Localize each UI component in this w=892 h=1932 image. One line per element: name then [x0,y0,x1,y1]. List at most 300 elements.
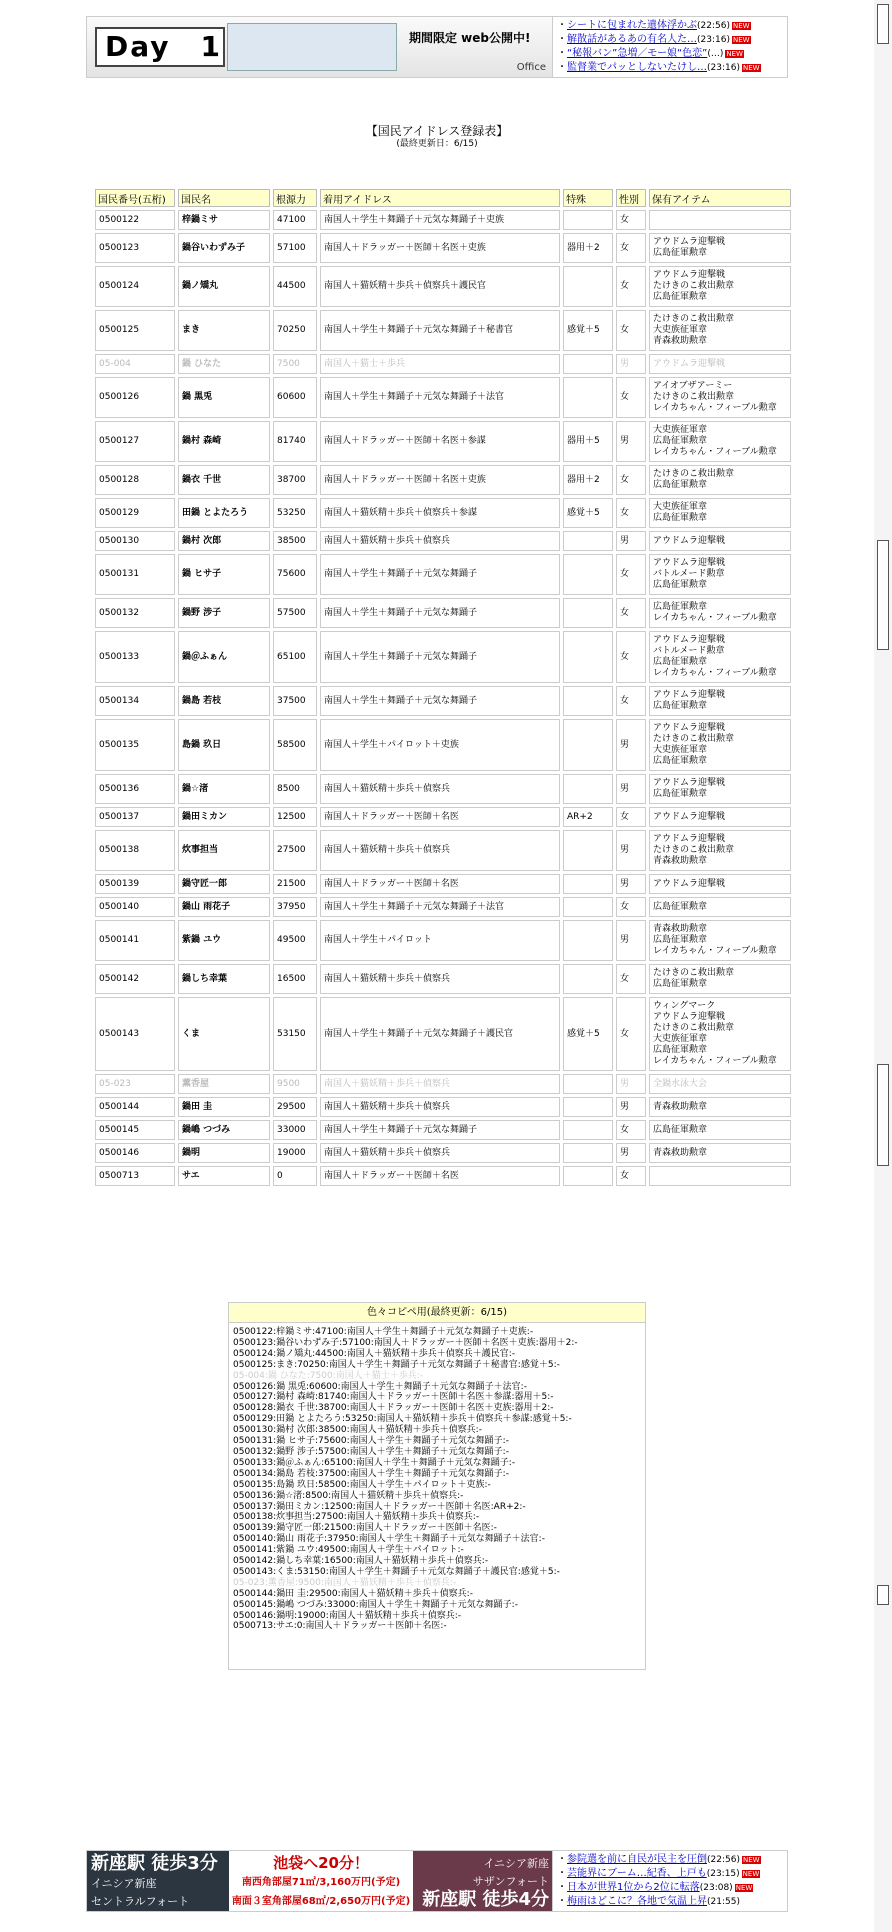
cell-id: 0500137 [95,807,175,827]
cell-idress: 南国人＋猫妖精＋歩兵＋偵察兵 [320,964,560,994]
cell-sex: 女 [616,686,646,716]
cell-sex: 女 [616,1166,646,1186]
cell-idress: 南国人＋猫妖精＋歩兵＋偵察兵 [320,830,560,871]
cell-power: 16500 [273,964,317,994]
new-badge: NEW [732,36,750,44]
cell-name: まき [178,310,270,351]
item-line: バトルメード勲章 [653,646,725,656]
news-item: ・解散話があるあの有名人た…(23:16) NEW [557,34,750,45]
news-link[interactable]: 日本が世界1位から2位に転落 [567,1882,700,1893]
item-line: 大吏族征軍章 [653,502,708,512]
cell-special [563,774,613,804]
cell-idress: 南国人＋ドラッガー＋医師＋名医 [320,1166,560,1186]
cell-name: 島鍋 玖日 [178,719,270,771]
cell-name: サエ [178,1166,270,1186]
cell-special [563,874,613,894]
table-row [95,233,791,263]
copy-line: 0500130:鍋村 次郎:38500:南国人＋猫妖精＋歩兵＋偵察兵:- [233,1425,482,1436]
cell-power: 38500 [273,531,317,551]
copy-line: 0500146:鍋明:19000:南国人＋猫妖精＋歩兵＋偵察兵:- [233,1610,462,1621]
cell-sex: 女 [616,210,646,230]
cell-name: 鍋しち幸葉 [178,964,270,994]
cell-special: 感覚＋5 [563,498,613,528]
item-line: たけきのこ救出勲章 [653,281,735,291]
cell-items [649,210,791,230]
cell-idress: 南国人＋学生＋舞踊子＋元気な舞踊子＋法官 [320,897,560,917]
cell-id: 0500128 [95,465,175,495]
cell-power: 58500 [273,719,317,771]
cell-power: 9500 [273,1074,317,1094]
table-row [95,266,791,307]
page-scrollbar[interactable] [874,0,892,1932]
item-line: 青森救助勲章 [653,856,708,866]
cell-items [649,498,791,528]
news-item: ・芸能界にブーム…紀香、上戸も(23:15) NEW [557,1868,760,1879]
ad-center-title: 池袋へ20分！ [273,1854,369,1872]
table-row [95,897,791,917]
item-line: 青森救助勲章 [653,1101,708,1112]
cell-name: 鍋村 森崎 [178,421,270,462]
ad-promo-text: 期間限定 web公開中! [409,31,531,45]
cell-idress: 南国人＋学生＋舞踊子＋元気な舞踊子 [320,1120,560,1140]
cell-id: 0500123 [95,233,175,263]
news-link[interactable]: 参院選を前に自民が民主を圧倒 [567,1854,707,1865]
cell-items [649,598,791,628]
copy-line: 0500137:鍋田ミカン:12500:南国人＋ドラッガー＋医師＋名医:AR+2:- [233,1501,526,1512]
cell-id: 0500143 [95,997,175,1071]
item-line: 大吏族征軍章 [653,425,708,435]
table-row [95,354,791,374]
cell-name: くま [178,997,270,1071]
copy-line: 05-023:薫香屋:9500:南国人＋猫妖精＋歩兵＋偵察兵:- [233,1577,457,1588]
cell-power: 37950 [273,897,317,917]
table-row [95,997,791,1071]
copy-line: 0500128:鍋衣 千世:38700:南国人＋ドラッガー＋医師＋名医＋吏族:器用＋2:- [233,1403,554,1414]
cell-special [563,354,613,374]
cell-idress: 南国人＋学生＋舞踊子＋元気な舞踊子＋法官 [320,377,560,418]
cell-power: 70250 [273,310,317,351]
item-line: アウドムラ迎撃戦 [653,1012,726,1022]
cell-sex: 女 [616,465,646,495]
news-link[interactable]: 芸能界にブーム…紀香、上戸も [567,1868,707,1879]
cell-id: 05-023 [95,1074,175,1094]
cell-items [649,719,791,771]
cell-name: 鍋 黒兎 [178,377,270,418]
scroll-marker[interactable] [877,4,889,44]
table-row [95,1120,791,1140]
cell-idress: 南国人＋学生＋舞踊子＋元気な舞踊子 [320,631,560,683]
cell-sex: 男 [616,531,646,551]
ad-left-name: イニシア新座 [91,1877,157,1890]
item-line: アウドムラ迎撃戦 [653,834,726,844]
news-item: ・“秘報バン”急増／モー娘“色恋”(…) NEW [557,48,743,59]
item-line: 広島征軍勲章 [653,901,708,912]
cell-items [649,354,791,374]
cell-sex: 女 [616,310,646,351]
new-badge: NEW [726,50,743,58]
cell-id: 0500127 [95,421,175,462]
cell-special [563,964,613,994]
cell-id: 0500138 [95,830,175,871]
item-line: 広島征軍勲章 [653,1045,708,1055]
cell-power: 12500 [273,807,317,827]
copy-line: 05-004:鍋 ひなた:7500:南国人＋猫士＋歩兵:- [233,1370,424,1381]
cell-special: 器用＋5 [563,421,613,462]
cell-name: 鍋田ミカン [178,807,270,827]
cell-name: 鍋野 涉子 [178,598,270,628]
item-line: アウドムラ迎撃戦 [653,811,726,822]
cell-items [649,920,791,961]
cell-id: 0500135 [95,719,175,771]
copy-line: 0500143:くま:53150:南国人＋学生＋舞踊子＋元気な舞踊子＋護民官:感覚＋5:- [233,1566,560,1577]
column-header: 特殊 [563,189,613,207]
cell-power: 57500 [273,598,317,628]
cell-name: 田鍋 とよたろう [178,498,270,528]
item-line: 広島征軍勲章 [653,480,708,490]
cell-special [563,1097,613,1117]
cell-id: 0500131 [95,554,175,595]
item-line: 広島征軍勲章 [653,789,708,799]
cell-special [563,598,613,628]
item-line: レイカちゃん・フィーブル勲章 [653,668,777,678]
copy-line: 0500125:まき:70250:南国人＋学生＋舞踊子＋元気な舞踊子＋秘書官:感覚＋5:- [233,1359,560,1370]
office-logo: Office [516,62,546,73]
table-row [95,531,791,551]
cell-name: 鍋明 [178,1143,270,1163]
cell-items [649,310,791,351]
copy-line: 0500129:田鍋 とよたろう:53250:南国人＋猫妖精＋歩兵＋偵察兵＋参謀:感覚＋5:- [233,1414,572,1425]
table-row [95,1074,791,1094]
column-header: 性別 [616,189,646,207]
cell-id: 05-004 [95,354,175,374]
cell-name: 鍋☆渚 [178,774,270,804]
ad-right-sub: サザンフォート [472,1875,549,1888]
table-row [95,719,791,771]
cell-special [563,266,613,307]
bottom-news-list [553,1851,787,1911]
cell-name: 鍋島 若枝 [178,686,270,716]
cell-power: 38700 [273,465,317,495]
cell-power: 37500 [273,686,317,716]
new-badge: NEW [735,1884,753,1892]
cell-sex: 男 [616,1074,646,1094]
item-line: レイカちゃん・フィーブル勲章 [653,613,777,623]
cell-power: 21500 [273,874,317,894]
cell-name: 鍋田 圭 [178,1097,270,1117]
cell-idress: 南国人＋ドラッガー＋医師＋名医＋参謀 [320,421,560,462]
table-row [95,920,791,961]
top-news-list [553,17,787,77]
ad-right-station: 新座駅 徒歩4分 [422,1889,549,1910]
cell-sex: 男 [616,1143,646,1163]
cell-id: 0500134 [95,686,175,716]
item-line: 広島征軍勲章 [653,979,708,989]
item-line: たけきのこ救出勲章 [653,968,735,978]
copy-line: 0500133:鍋＠ふぁん:65100:南国人＋学生＋舞踊子＋元気な舞踊子:- [233,1457,516,1468]
cell-power: 29500 [273,1097,317,1117]
cell-power: 27500 [273,830,317,871]
cell-name: 鍋嶋 つづみ [178,1120,270,1140]
realestate-ad-banner[interactable] [87,1851,553,1911]
cell-idress: 南国人＋猫士＋歩兵 [320,354,560,374]
copy-line: 0500124:鍋ノ矯丸:44500:南国人＋猫妖精＋歩兵＋偵察兵＋護民官:- [233,1348,516,1359]
table-row [95,421,791,462]
cell-special: 感覚＋5 [563,310,613,351]
cell-items [649,1166,791,1186]
cell-items [649,774,791,804]
scroll-marker[interactable] [877,1585,889,1605]
cell-name: 紫鍋 ユウ [178,920,270,961]
item-line: アウドムラ迎撃戦 [653,778,726,788]
table-row [95,465,791,495]
cell-sex: 男 [616,874,646,894]
table-row [95,310,791,351]
cell-sex: 男 [616,774,646,804]
cell-sex: 女 [616,498,646,528]
cell-special [563,377,613,418]
cell-power: 49500 [273,920,317,961]
cell-sex: 女 [616,266,646,307]
cell-items [649,1120,791,1140]
cell-id: 0500146 [95,1143,175,1163]
copy-line: 0500142:鍋しち幸葉:16500:南国人＋猫妖精＋歩兵＋偵察兵:- [233,1556,489,1567]
citizen-table [92,186,794,1189]
item-line: 広島征軍勲章 [653,248,708,258]
cell-items [649,874,791,894]
cell-power: 33000 [273,1120,317,1140]
cell-sex: 男 [616,1097,646,1117]
cell-id: 0500124 [95,266,175,307]
news-item: ・監督業でパッとしないたけし…(23:16) NEW [557,62,760,73]
cell-idress: 南国人＋学生＋舞踊子＋元気な舞踊子＋吏族 [320,210,560,230]
copy-line: 0500144:鍋田 圭:29500:南国人＋猫妖精＋歩兵＋偵察兵:- [233,1588,473,1599]
cell-idress: 南国人＋猫妖精＋歩兵＋偵察兵＋護民官 [320,266,560,307]
item-line: 広島征軍勲章 [653,1124,708,1135]
news-link[interactable]: シートに包まれた遺体浮かぶ [567,20,697,31]
news-time: (22:56) [697,21,730,31]
cell-power: 57100 [273,233,317,263]
ad-center-line1: 南西角部屋71㎡/3,160万円(予定) [241,1877,401,1888]
cell-items [649,964,791,994]
cell-idress: 南国人＋猫妖精＋歩兵＋偵察兵 [320,1143,560,1163]
bottom-ad-bar [86,1850,788,1912]
scroll-marker[interactable] [877,540,889,650]
cell-name: 鍋衣 千世 [178,465,270,495]
item-line: 青森救助勲章 [653,1147,708,1158]
item-line: たけきのこ救出勲章 [653,392,735,402]
copy-line: 0500122:梓鍋ミサ:47100:南国人＋学生＋舞踊子＋元気な舞踊子＋吏族:- [233,1327,534,1337]
news-link[interactable]: 監督業でパッとしないたけし… [567,62,707,73]
copy-box-lines[interactable] [229,1323,645,1636]
cell-id: 0500136 [95,774,175,804]
cell-name: 鍋山 雨花子 [178,897,270,917]
ad-screenshot-image [227,23,397,71]
cell-id: 0500132 [95,598,175,628]
item-line: アウドムラ迎撃戦 [653,358,726,369]
ad-right-panel [413,1851,553,1911]
cell-items [649,1074,791,1094]
cell-power: 60600 [273,377,317,418]
cell-idress: 南国人＋ドラッガー＋医師＋名医 [320,807,560,827]
cell-special: 器用＋2 [563,233,613,263]
item-line: 広島征軍勲章 [653,602,708,612]
table-row [95,377,791,418]
news-item: ・日本が世界1位から2位に転落(23:08) NEW [557,1882,753,1893]
cell-sex: 男 [616,830,646,871]
cell-special [563,1074,613,1094]
cell-special [563,830,613,871]
item-line: アウドムラ迎撃戦 [653,878,726,889]
item-line: たけきのこ救出勲章 [653,314,735,324]
cell-items [649,421,791,462]
cell-power: 53250 [273,498,317,528]
office-ad-banner[interactable] [87,17,553,77]
news-time: (22:56) [707,1855,740,1865]
table-row [95,964,791,994]
cell-sex: 女 [616,554,646,595]
cell-special [563,1143,613,1163]
cell-special [563,897,613,917]
copy-line: 0500145:鍋嶋 つづみ:33000:南国人＋学生＋舞踊子＋元気な舞踊子:- [233,1599,518,1610]
new-badge: NEW [742,64,760,72]
cell-name: 鍋守匠一郎 [178,874,270,894]
column-header: 国民名 [178,189,270,207]
table-row [95,1097,791,1117]
news-link[interactable]: “秘報バン”急増／モー娘“色恋” [567,48,708,59]
copy-line: 0500141:紫鍋 ユウ:49500:南国人＋学生＋パイロット:- [233,1545,464,1556]
table-row [95,830,791,871]
item-line: 広島征軍勲章 [653,756,708,766]
cell-items [649,807,791,827]
cell-idress: 南国人＋学生＋パイロット＋吏族 [320,719,560,771]
cell-special [563,920,613,961]
cell-special [563,210,613,230]
news-link[interactable]: 梅雨はどこに？各地で気温上昇 [567,1896,707,1907]
cell-idress: 南国人＋学生＋舞踊子＋元気な舞踊子＋護民官 [320,997,560,1071]
cell-name: 梓鍋ミサ [178,210,270,230]
item-line: 青森救助勲章 [653,924,708,934]
cell-special [563,1166,613,1186]
item-line: 広島征軍勲章 [653,657,708,667]
cell-idress: 南国人＋猫妖精＋歩兵＋偵察兵 [320,1097,560,1117]
cell-name: 鍋 ヒサ子 [178,554,270,595]
ad-left-station: 新座駅 徒歩3分 [91,1853,218,1874]
cell-items [649,531,791,551]
item-line: 大吏族征軍章 [653,325,708,335]
table-row [95,1143,791,1163]
cell-items [649,897,791,917]
copy-line: 0500131:鍋 ヒサ子:75600:南国人＋学生＋舞踊子＋元気な舞踊子:- [233,1436,509,1447]
column-header: 着用アイドレス [320,189,560,207]
cell-idress: 南国人＋学生＋舞踊子＋元気な舞踊子 [320,686,560,716]
cell-sex: 男 [616,421,646,462]
item-line: アウドムラ迎撃戦 [653,270,726,280]
item-line: レイカちゃん・フィーブル勲章 [653,946,777,956]
copy-line: 0500132:鍋野 涉子:57500:南国人＋学生＋舞踊子＋元気な舞踊子:- [233,1446,509,1457]
news-link[interactable]: 解散話があるあの有名人た… [567,34,697,45]
cell-sex: 男 [616,719,646,771]
cell-name: 鍋ノ矯丸 [178,266,270,307]
table-row [95,554,791,595]
copy-box-title: 色々コピペ用(最終更新：6/15) [229,1303,645,1323]
cell-items [649,631,791,683]
item-line: 大吏族征軍章 [653,745,708,755]
cell-power: 47100 [273,210,317,230]
cell-idress: 南国人＋学生＋パイロット [320,920,560,961]
cell-name: 鍋谷いわずみ子 [178,233,270,263]
item-line: バトルメード勲章 [653,569,725,579]
table-row [95,807,791,827]
item-line: アイオブザアーミー [653,381,733,391]
column-header: 国民番号(五桁) [95,189,175,207]
page-title: 【国民アイドレス登録表】 [365,124,509,138]
copy-line: 0500138:炊事担当:27500:南国人＋猫妖精＋歩兵＋偵察兵:- [233,1512,480,1523]
cell-id: 0500140 [95,897,175,917]
cell-name: 鍋＠ふぁん [178,631,270,683]
copy-line: 0500123:鍋谷いわずみ子:57100:南国人＋ドラッガー＋医師＋名医＋吏族:器用＋2:- [233,1337,578,1348]
cell-special [563,1120,613,1140]
item-line: アウドムラ迎撃戦 [653,558,726,568]
item-line: たけきのこ救出勲章 [653,1023,735,1033]
item-line: アウドムラ迎撃戦 [653,237,726,247]
cell-items [649,233,791,263]
cell-idress: 南国人＋猫妖精＋歩兵＋偵察兵 [320,1074,560,1094]
cell-id: 0500122 [95,210,175,230]
cell-items [649,554,791,595]
cell-sex: 女 [616,233,646,263]
item-line: 広島征軍勲章 [653,580,708,590]
cell-idress: 南国人＋学生＋舞踊子＋元気な舞踊子 [320,598,560,628]
cell-special [563,686,613,716]
cell-id: 0500144 [95,1097,175,1117]
news-item: ・梅雨はどこに？各地で気温上昇(21:55) [557,1896,740,1907]
cell-idress: 南国人＋猫妖精＋歩兵＋偵察兵 [320,531,560,551]
cell-special: 器用＋2 [563,465,613,495]
copy-line: 0500139:鍋守匠一郎:21500:南国人＋ドラッガー＋医師＋名医:- [233,1523,497,1534]
ad-left-sub: セントラルフォート [91,1895,190,1908]
cell-items [649,377,791,418]
copy-line: 0500134:鍋島 若枝:37500:南国人＋学生＋舞踊子＋元気な舞踊子:- [233,1468,509,1479]
item-line: 広島征軍勲章 [653,701,708,711]
cell-sex: 男 [616,354,646,374]
item-line: アウドムラ迎撃戦 [653,635,726,645]
cell-items [649,830,791,871]
cell-sex: 女 [616,807,646,827]
item-line: 大吏族征軍章 [653,1034,708,1044]
cell-idress: 南国人＋学生＋舞踊子＋元気な舞踊子 [320,554,560,595]
ad-left-panel [87,1851,229,1911]
ad-right-name: イニシア新座 [483,1857,549,1870]
table-header-row [95,189,791,207]
item-line: 青森救助勲章 [653,336,708,346]
item-line: アウドムラ迎撃戦 [653,535,726,546]
table-row [95,1166,791,1186]
news-time: (21:55) [707,1897,740,1907]
cell-sex: 女 [616,1120,646,1140]
scroll-marker[interactable] [877,1064,889,1166]
cell-power: 44500 [273,266,317,307]
cell-special: 感覚＋5 [563,997,613,1071]
top-ad-bar [86,16,788,78]
table-row [95,874,791,894]
cell-special [563,554,613,595]
cell-power: 8500 [273,774,317,804]
cell-id: 0500125 [95,310,175,351]
cell-items [649,997,791,1071]
cell-id: 0500142 [95,964,175,994]
news-time: (23:16) [697,35,730,45]
copy-line: 0500140:鍋山 雨花子:37950:南国人＋学生＋舞踊子＋元気な舞踊子＋法官:- [233,1534,545,1545]
